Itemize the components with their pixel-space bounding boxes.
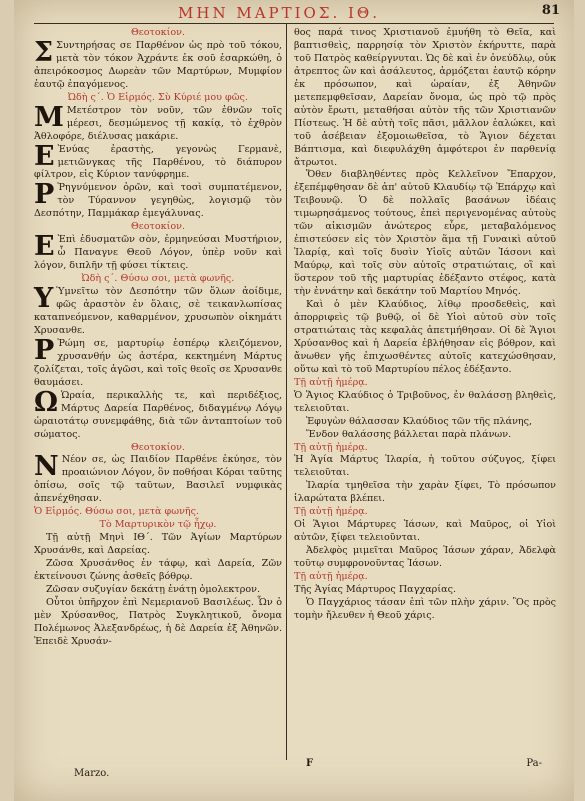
verse: Ἀδελφὸς μιμεῖται Μαῦρος Ἰάσων χάραν, Ἀδελφὰ τοῦτῳ συμφρονοῦντας Ἰάσων.: [294, 545, 556, 570]
drop-cap: Σ: [34, 36, 54, 68]
drop-cap: Ν: [34, 451, 59, 483]
drop-cap: Ε: [34, 231, 55, 263]
running-title: ΜΗΝ ΜΑΡΤΙΟΣ. ΙΘ.: [178, 4, 380, 22]
hymn-paragraph: Ρ Ῥώμη σε, μαρτυρίῳ ἐσπέρῳ κλειζόμενον, χρυσανθήν ὡς ἀστέρα, κεκτημένη Μάρτυς ζολίζεται, τοῖς ἀγῶσι, καὶ τοῖς θεοῖς σε Χρυσανθε θαυμάσει.: [34, 334, 282, 388]
synaxarion-text: θος παρά τινος Χριστιανοῦ ἐμυήθη τὸ Θεῖα, καὶ βαπτισθεὶς, παρρησίᾳ τὸν Χριστὸν ἐκήρυττε, παρὰ τοῦ Πατρὸς καθείργνυται. Ὡς δὲ καὶ ἐν ὀνεύδλῳ, οὐκ ἀτρεπτος ὢν καὶ ἀσάλευτος, ἁρμόζεται ἑαυτῷ κόρην ἐκ πρόσωπον, καὶ ὡραίαν, ἐξ Ἀθηνῶν μετεπεμφθεῖσαν, Δαρείαν ὄνομα, ὡς πρὸ τῷ πρὸς αὐτὸν ἔρωτι, μεταθήσαι αὐτὸν τῆς τῶν Χριστιανῶν Πίστεως. Ἡ δὲ αὐτὴ τοῖς πᾶσι, μᾶλλον ἑαλώκει, καὶ τοῦ ἀσέβειαν ἐξομοιωθεῖσα, τὸ Ἅγιον δέχεται Βάπτισμα, καὶ διεφυλάχθη ἀμφότεροι ἐν παρθενίᾳ ἄτρωτοι.: [294, 27, 556, 168]
ode-heading: Ὠδὴ ς΄. Ὁ Εἱρμός. Σὺ Κύριέ μου φῶς.: [68, 91, 248, 103]
verse: Ζῶσαν συζυγίαν δεκάτῃ ἐνάτῃ ὁμολεκτρον.: [46, 583, 260, 595]
signature-mark: Marzo.: [74, 768, 110, 779]
hymn-paragraph: Ρ Ῥηγνύμενον ὀρῶν, καὶ τοσὶ συμπατέμενον, τὸν Τύραννον γεγηθὼς, λογισμῷ τὸν Δεσπότην, Παμμάκαρ ἐμεγάλυνας.: [34, 179, 282, 220]
martyrikon-heading: Τὸ Μαρτυρικὸν τῷ ἦχῳ.: [99, 519, 217, 531]
hymn-paragraph: Ε Ἐνύας ἐραστὴς, γεγονὼς Γερμανὲ, μετιῶνγκας τῆς Παρθένου, τὸ διάπυρον φίλτρον, εἰς Κύριον τανύφρημε.: [34, 140, 282, 181]
page-number: 81: [541, 3, 560, 18]
left-column: [34, 27, 282, 649]
ode-heading: Ὠδὴ ς΄. Θύσω σοι, μετὰ φωνῆς.: [81, 273, 235, 285]
drop-cap: Ω: [34, 386, 59, 418]
book-page: [14, 0, 574, 801]
page-footer: [14, 760, 574, 800]
drop-cap: Υ: [34, 283, 54, 315]
same-day-heading: Τῇ αὐτῇ ἡμέρᾳ.: [294, 441, 368, 453]
hymn-paragraph: Ω Ὡραία, περικαλλὴς τε, καὶ περιδέξιος, Μάρτυς Δαρεία Παρθένος, διδαγμένῳ Λόγῳ ὡραιοτάτῳ συνεμφάθης, διὰ τῶν ἀνταπτοίων τοῦ σώματος.: [34, 386, 282, 440]
header-rule: [34, 23, 554, 24]
page-header: [14, 2, 574, 24]
hymn-paragraph: Σ Συντηρήσας σε Παρθένον ὡς πρὸ τοῦ τόκου, μετὰ τὸν τόκον Ἀχράντε ἐκ σοῦ ἐσαρκώθη, ὁ ἀπειρόκοσμος Δωρεὰν τῶν Μαρτύρων, Μυμφίον ἑαυτῷ ἐπαγόμενος.: [34, 36, 282, 90]
drop-cap: Ρ: [34, 179, 55, 211]
theotokion-heading: Θεοτοκίον.: [130, 27, 186, 38]
verse: Ὁ Παγχάριος τάσαν ἐπὶ τῶν πλὴν χάριν. Ὃς πρὸς τομὴν ἤλευθεν ἡ Θεοῦ χάρις.: [294, 596, 556, 621]
column-divider: [286, 24, 287, 760]
hymn-paragraph: Υ Ὑμνεῖτω τὸν Δεσπότην τῶν ὅλων ἀοίδιμε, φῶς ἀραστὸν ἐν ὅλαις, σὲ τεικανλωπίσας καταπνεόμενον, καθαρμένον, χρυσωπὸν οἰκημάτι Χρυσανθε.: [34, 283, 282, 336]
same-day-heading: Τῇ αὐτῇ ἡμέρᾳ.: [294, 571, 368, 583]
sheet-mark: F: [306, 758, 314, 769]
theotokion-heading: Θεοτοκίον.: [130, 221, 186, 233]
verse: Ἔνδον θαλάσσης βάλλεται παρὰ πλάνων.: [306, 428, 512, 440]
verse: Ζῶσα Χρυσάνθος ἐν τάφῳ, καὶ Δαρεία, Ζῶν ἐκτείνουσι ζώνης ἀσθεῖς βόθρῳ.: [34, 558, 282, 583]
same-day-heading: Τῇ αὐτῇ ἡμέρᾳ.: [294, 376, 368, 388]
drop-cap: Ε: [34, 140, 55, 172]
hymn-paragraph: Ν Νέον σε, ὡς Παιδίον Παρθένε ἐκύησε, τὸν προαιώνιον Λόγον, ὃν ποθήσαι Κόραι ταῦτης ὀπίσω, σοῖς τῷ ταῦτων, Βασιλεῖ νυμφικὰς ἀπενέχθησαν.: [34, 451, 282, 505]
drop-cap: Μ: [34, 101, 64, 133]
same-day-heading: Τῇ αὐτῇ ἡμέρᾳ.: [294, 506, 368, 518]
synaxarion-text: Ὁ Ἅγιος Κλαύδιος ὁ Τριβοῦνος, ἐν θαλάσσῃ βληθεὶς, τελειοῦται.: [294, 389, 556, 414]
theotokion-heading: Θεοτοκίον.: [130, 441, 186, 453]
synaxarion-text: Οὗτοι ὑπῆρχον ἐπὶ Νεμεριανοῦ Βασιλέως. Ὧν ὁ μὲν Χρύσανθος, Πατρὸς Συγκλητικοῦ, ὄνομα Πολέμωνος Ἀλεξανδρέως, ἡ δὲ Δαρεία ἐξ Ἀθηνῶν. Ἐπειδὲ Χρυσάν-: [34, 596, 282, 647]
hymn-paragraph: Μ Μετέστρον τὸν νοῦν, τῶν ἐθνῶν τοῖς μέρεσι, δεσμώμενος τῇ κακίᾳ, τὸ ἐχθρὸν Ἀθλοφόρε, διέλυσας μακάριε.: [34, 101, 282, 142]
synaxarion-text: Τῆς Ἁγίας Μάρτυρος Παγχαρίας.: [294, 583, 456, 595]
verse: Ἐφυγὼν θάλασσαν Κλαύδιος τῶν τῆς πλάνης,: [306, 415, 533, 427]
synaxarion-text: Καὶ ὁ μὲν Κλαύδιος, λίθῳ προσδεθεὶς, καὶ ἀπορριφεὶς τῷ βυθῷ, οἱ δὲ Υἱοὶ αὐτοῦ σὺν τοῖς στρατιώταις τὰς κεφαλὰς ἀπετμήθησαν. Οἱ δὲ Ἅγιοι Χρύσανθος καὶ ἡ Δαρεία ἐβλήθησαν εἰς βόθρον, καὶ ἄνωθεν γῆς ἐπιχωσθέντες αὐτοῖς κατεχώσθησαν, οὕτω καὶ τὸ τοῦ Μαρτυρίου πέλος ἐδέξαντο.: [294, 299, 556, 375]
synaxarion-text: Ὅθεν διαβληθέντες πρὸς Κελλεῖνον Ἔπαρχον, ἐξεπέμφθησαν δὲ ἀπ' αὐτοῦ Κλαυδίῳ τῷ Ἐπάρχῳ καὶ Τειβουνῷ. Ὁ δὲ πολλαῖς βασάνων ἰδέαις τιμωρησάμενος τούτους, ἐπεὶ περιγενομένας αὐτοὺς τῶν αἰκισμῶν ἀνώτερος εὗρε, μεταβαλόμενος ἐπιστεύσεν εἰς τὸν Χριστὸν ἅμα τῇ Γυναικὶ αὐτοῦ Ἰλαρίᾳ, καὶ τοῖς δυσὶν Υἱοῖς αὐτῶν Ἰάσονι καὶ Μαύρῳ, καὶ τοῖς σὺν αὐτοῖς στρατιώταις, οἳ καὶ ὕστερον τοῦ τῆς μαρτυρίας ἐδέξαντο στέφος, κατὰ τὴν ἐννάτην καὶ δεκάτην τοῦ Μαρτίου Μηνός.: [294, 169, 556, 298]
drop-cap: Ρ: [34, 334, 55, 366]
hymn-paragraph: Ε Ἐπὶ ἐδυσματῶν σὸν, ἐρμηνεύσαι Μυστήριον, ὦ Παναγνε Θεοῦ Λόγον, ὑπὲρ νοῦν καὶ λόγον, διπλῆν τῇ φύσει τίκτεις.: [34, 231, 282, 272]
verse: Ἰλαρία τμηθεῖσα τὴν χαρὰν ξίφει, Τὸ πρόσωπον ἱλαρώτατα βλέπει.: [294, 480, 556, 505]
catchword: Pa-: [526, 758, 542, 769]
synaxarion-text: Οἱ Ἅγιοι Μάρτυρες Ἰάσων, καὶ Μαῦρος, οἱ Υἱοὶ αὐτῶν, ξίφει τελειοῦνται.: [294, 519, 556, 544]
synaxarion-heading: Τῇ αὐτῇ Μηνὶ ΙΘ΄. Τῶν Ἁγίων Μαρτύρων Χρυσάνθε, καὶ Δαρείας.: [34, 532, 282, 557]
right-column: [294, 27, 556, 623]
synaxarion-text: Ἡ Ἁγία Μάρτυς Ἰλαρία, ἡ τοῦτου σύζυγος, ξίφει τελειοῦται.: [294, 454, 556, 479]
eirmos-heading: Ὁ Εἱρμός. Θύσω σοι, μετὰ φωνῆς.: [34, 506, 200, 518]
